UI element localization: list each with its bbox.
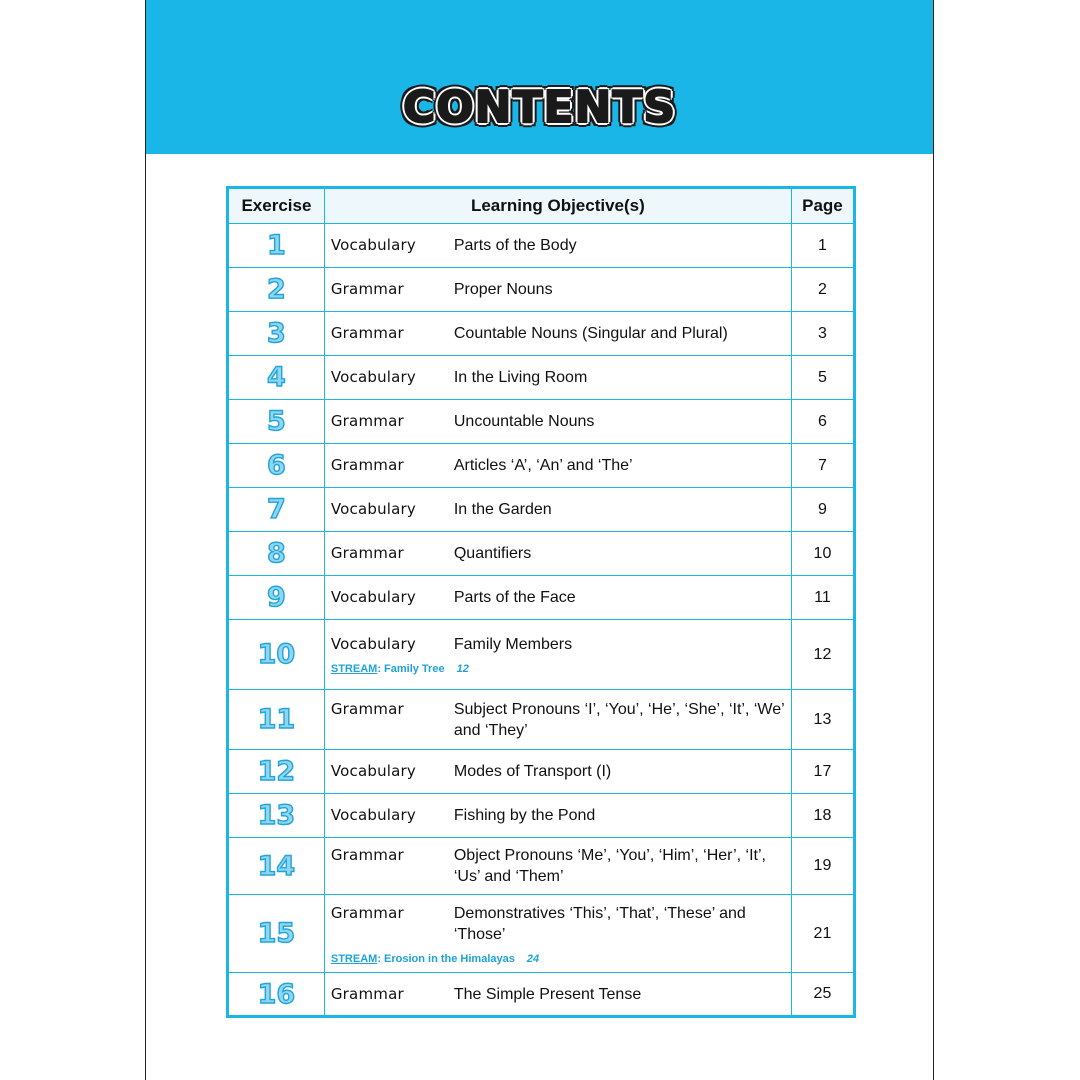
stream-page: 12 (456, 663, 469, 675)
objective-text: The Simple Present Tense (453, 985, 642, 1003)
page-number: 18 (791, 794, 854, 838)
objective-text: Quantifiers (453, 545, 532, 562)
objective-cell (324, 268, 791, 312)
table-row (228, 224, 855, 268)
table-row (228, 488, 855, 532)
objective-text: Demonstratives ‘This’, ‘That’, ‘These’ and ‘Those’ (453, 904, 746, 943)
table-row (228, 400, 855, 444)
objective-cell (324, 356, 791, 400)
table-row (228, 268, 855, 312)
objective-cell (324, 895, 791, 973)
objective-cell (324, 838, 791, 895)
objective-text: Modes of Transport (I) (453, 763, 612, 780)
page-number: 10 (791, 532, 854, 576)
objective-text: Articles ‘A’, ‘An’ and ‘The’ (453, 457, 633, 474)
category-label: Vocabulary (330, 635, 417, 653)
stream-note (331, 663, 785, 675)
exercise-number: 1 (228, 224, 325, 268)
table-row (228, 794, 855, 838)
exercise-number: 2 (228, 268, 325, 312)
objective-line (331, 543, 785, 564)
objective-text: Fishing by the Pond (453, 807, 596, 824)
exercise-number: 11 (228, 690, 325, 750)
objective-line (331, 903, 785, 945)
table-row (228, 312, 855, 356)
table-row (228, 532, 855, 576)
objective-text: In the Living Room (453, 369, 588, 386)
stream-label: STREAM (330, 663, 378, 675)
page-number: 3 (791, 312, 854, 356)
exercise-number: 3 (228, 312, 325, 356)
objective-cell (324, 444, 791, 488)
exercise-number: 12 (228, 750, 325, 794)
page-number: 17 (791, 750, 854, 794)
objective-cell (324, 973, 791, 1017)
category-label: Vocabulary (330, 806, 417, 824)
objective-text: In the Garden (453, 501, 552, 518)
exercise-number: 8 (228, 532, 325, 576)
exercise-number: 16 (228, 973, 325, 1017)
objective-cell (324, 488, 791, 532)
stream-page: 24 (526, 952, 540, 965)
category-label: Vocabulary (330, 588, 417, 606)
page-number: 7 (791, 444, 854, 488)
objective-cell (324, 532, 791, 576)
category-label: Grammar (330, 846, 404, 864)
page-number: 2 (791, 268, 854, 312)
objective-line (331, 411, 785, 432)
stream-topic: : Erosion in the Himalayas (377, 952, 515, 965)
page-number: 21 (791, 895, 854, 973)
objective-line (331, 805, 785, 826)
objective-line (331, 499, 785, 520)
exercise-number: 6 (228, 444, 325, 488)
category-label: Grammar (330, 280, 404, 298)
page-number: 1 (791, 224, 854, 268)
objective-line (331, 323, 785, 344)
page-number: 25 (791, 973, 854, 1017)
objective-cell (324, 312, 791, 356)
category-label: Grammar (330, 456, 404, 474)
category-label: Grammar (330, 324, 404, 342)
table-row (228, 838, 855, 895)
contents-table (226, 186, 856, 1018)
objective-line (331, 587, 785, 608)
page-number: 11 (791, 576, 854, 620)
objective-cell (324, 620, 791, 690)
page-number: 12 (791, 620, 854, 690)
page-title: CONTENTS (402, 82, 677, 133)
page-number: 6 (791, 400, 854, 444)
header-exercise: Exercise (228, 188, 325, 224)
page-number: 5 (791, 356, 854, 400)
table-header-row (228, 188, 855, 224)
stream-note (331, 953, 785, 965)
category-label: Vocabulary (330, 368, 417, 386)
exercise-number: 4 (228, 356, 325, 400)
objective-text: Proper Nouns (453, 281, 553, 298)
stream-label: STREAM (330, 952, 378, 965)
page-number: 19 (791, 838, 854, 895)
objective-line (331, 845, 785, 887)
category-label: Grammar (330, 544, 404, 562)
exercise-number: 15 (228, 895, 325, 973)
objective-line (331, 984, 785, 1005)
objective-line (331, 367, 785, 388)
book-page (145, 0, 934, 1080)
objective-cell (324, 400, 791, 444)
objective-text: Object Pronouns ‘Me’, ‘You’, ‘Him’, ‘Her’, ‘It’, ‘Us’ and ‘Them’ (453, 847, 766, 885)
category-label: Vocabulary (330, 762, 417, 780)
stream-topic: : Family Tree (377, 663, 445, 675)
header-page: Page (791, 188, 854, 224)
category-label: Grammar (330, 699, 404, 718)
table-row (228, 973, 855, 1017)
category-label: Vocabulary (330, 500, 417, 518)
objective-cell (324, 794, 791, 838)
table-row (228, 576, 855, 620)
objective-text: Parts of the Body (453, 237, 577, 254)
objective-text: Uncountable Nouns (453, 413, 595, 430)
exercise-number: 7 (228, 488, 325, 532)
exercise-number: 14 (228, 838, 325, 895)
page-number: 9 (791, 488, 854, 532)
objective-line (331, 279, 785, 300)
objective-cell (324, 690, 791, 750)
table-row (228, 356, 855, 400)
table-row (228, 690, 855, 750)
objective-line (331, 455, 785, 476)
page-number: 13 (791, 690, 854, 750)
table-row (228, 620, 855, 690)
table-row (228, 750, 855, 794)
objective-line (331, 634, 785, 655)
exercise-number: 10 (228, 620, 325, 690)
objective-line (331, 761, 785, 782)
objective-text: Family Members (453, 636, 573, 653)
objective-line (331, 235, 785, 256)
exercise-number: 13 (228, 794, 325, 838)
exercise-number: 9 (228, 576, 325, 620)
header-objective: Learning Objective(s) (324, 188, 791, 224)
objective-cell (324, 750, 791, 794)
objective-cell (324, 576, 791, 620)
objective-line (331, 699, 785, 741)
objective-cell (324, 224, 791, 268)
category-label: Vocabulary (330, 236, 417, 254)
category-label: Grammar (330, 412, 404, 430)
objective-text: Countable Nouns (Singular and Plural) (453, 325, 728, 342)
table-row (228, 895, 855, 973)
category-label: Grammar (330, 984, 404, 1003)
objective-text: Subject Pronouns ‘I’, ‘You’, ‘He’, ‘She’, ‘It’, ‘We’ and ‘They’ (453, 700, 785, 739)
objective-text: Parts of the Face (453, 589, 576, 606)
exercise-number: 5 (228, 400, 325, 444)
category-label: Grammar (330, 903, 404, 922)
table-row (228, 444, 855, 488)
